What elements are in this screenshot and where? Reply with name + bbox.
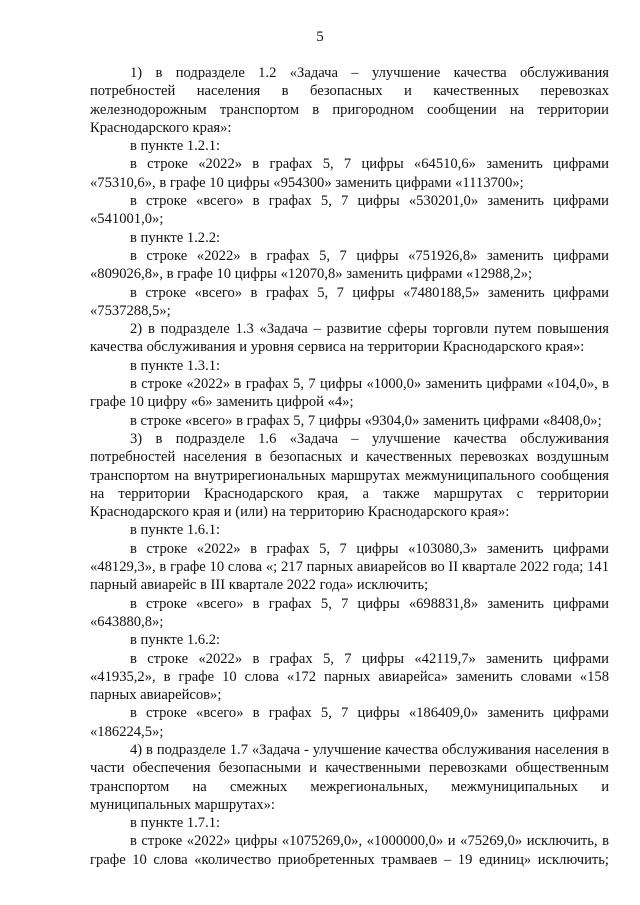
paragraph-1-6-1-row-total: в строке «всего» в графах 5, 7 цифры «698831,8» заменить цифрами «643880,8»; [90,595,609,630]
paragraph-1-2-2-row-2022: в строке «2022» в графах 5, 7 цифры «751926,8» заменить цифрами «809026,8», в графе 10 цифры «12070,8» заменить цифрами «12988,2»; [90,247,609,283]
paragraph-1-2-1-row-2022: в строке «2022» в графах 5, 7 цифры «64510,6» заменить цифрами «75310,6», в графе 10 цифры «954300» заменить цифрами «1113700»; [90,156,609,191]
paragraph-item-1-7-1: в пункте 1.7.1: [130,815,221,832]
paragraph-item-1-6-2: в пункте 1.6.2: [130,632,221,649]
paragraph-1-2-1-row-total: в строке «всего» в графах 5, 7 цифры «530201,0» заменить цифрами «541001,0»; [90,193,609,228]
paragraph-subsection-1-3: 2) в подразделе 1.3 «Задача – развитие сферы торговли путем повышения качества обслуживания и уровня сервиса на территории Краснодарского края»: [90,321,609,356]
paragraph-1-6-2-row-total: в строке «всего» в графах 5, 7 цифры «186409,0» заменить цифрами «186224,5»; [90,705,609,740]
paragraph-1-7-1-row-2022: в строке «2022» цифры «1075269,0», «1000000,0» и «75269,0» исключить, в графе 10 слова «количество приобретенных трамваев – 19 единиц» исключить; [90,833,609,868]
paragraph-1-3-1-row-2022: в строке «2022» в графах 5, 7 цифры «1000,0» заменить цифрами «104,0», в графе 10 цифру «6» заменить цифрой «4»; [90,376,609,411]
page-number: 5 [316,29,324,45]
paragraph-1-3-1-row-total: в строке «всего» в графах 5, 7 цифры «9304,0» заменить цифрами «8408,0»; [130,412,602,429]
paragraph-1-2-2-row-total: в строке «всего» в графах 5, 7 цифры «7480188,5» заменить цифрами «7537288,5»; [90,284,609,319]
paragraph-subsection-1-6: 3) в подразделе 1.6 «Задача – улучшение качества обслуживания потребностей населения в безопасных и качественных перевозках воздушным транспортом на внутрирегиональных маршрутах межмуниципального сообщения на территории Краснодарского края, а также маршрутах с территории Краснодарского края и (или) на территорию Краснодарского края»: [90,430,609,521]
paragraph-item-1-6-1: в пункте 1.6.1: [130,522,221,539]
document-body [90,64,609,869]
paragraph-1-6-1-row-2022: в строке «2022» в графах 5, 7 цифры «103080,3» заменить цифрами «48129,3», в графе 10 слова «; 217 парных авиарейсов во II квартале 2022 года; 141 парный авиарейс в III квартале 2022 года» исключить; [90,540,609,594]
paragraph-subsection-1-2: 1) в подразделе 1.2 «Задача – улучшение качества обслуживания потребностей населения в безопасных и качественных перевозках железнодорожным транспортом в пригородном сообщении на территории Краснодарского края»: [90,65,609,136]
paragraph-item-1-3-1: в пункте 1.3.1: [130,357,221,374]
paragraph-item-1-2-2: в пункте 1.2.2: [130,229,221,246]
paragraph-item-1-2-1: в пункте 1.2.1: [130,138,221,155]
paragraph-1-6-2-row-2022: в строке «2022» в графах 5, 7 цифры «42119,7» заменить цифрами «41935,2», в графе 10 слова «172 парных авиарейса» заменить словами «158 парных авиарейсов»; [90,650,609,704]
paragraph-subsection-1-7: 4) в подразделе 1.7 «Задача - улучшение качества обслуживания населения в части обеспечения безопасными и качественными перевозками общественным транспортом на смежных межрегиональных, межмуниципальных и муниципальных маршрутах»: [90,741,609,813]
